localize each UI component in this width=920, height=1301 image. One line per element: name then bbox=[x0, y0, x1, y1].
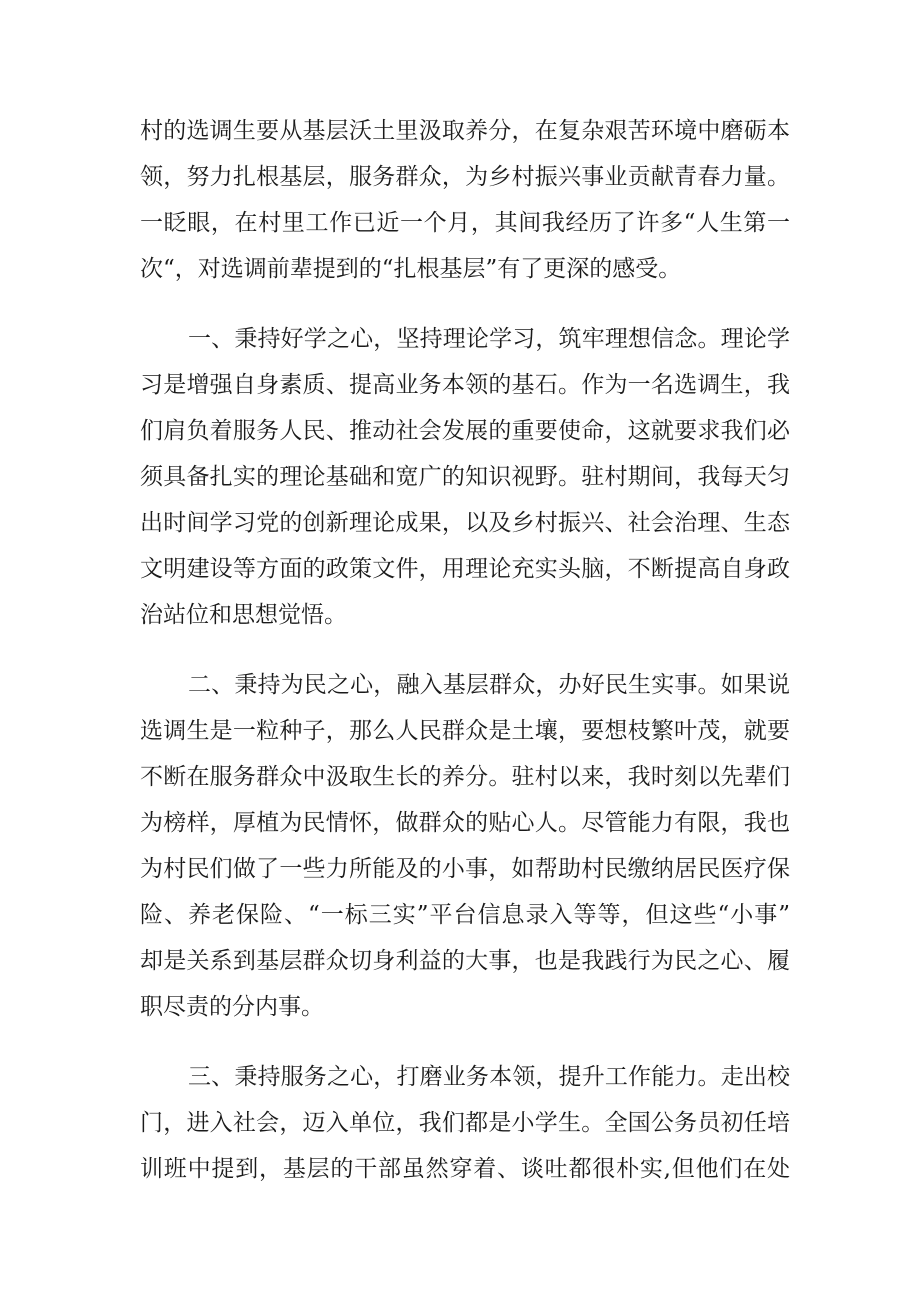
text-line: 不断在服务群众中汲取生长的养分。驻村以来，我时刻以先辈们 bbox=[140, 764, 790, 790]
paragraph-3-first-line: 三、秉持服务之心，打磨业务本领，提升工作能力。走出校 bbox=[188, 1064, 790, 1090]
paragraph-1-first-line: 一、秉持好学之心，坚持理论学习，筑牢理想信念。理论学 bbox=[188, 326, 790, 352]
text-line: 为榜样，厚植为民情怀，做群众的贴心人。尽管能力有限，我也 bbox=[140, 810, 790, 836]
paragraph-2-first-line: 二、秉持为民之心，融入基层群众，办好民生实事。如果说 bbox=[188, 672, 790, 698]
text-line: 训班中提到，基层的干部虽然穿着、谈吐都很朴实,但他们在处 bbox=[140, 1156, 790, 1182]
text-line: 须具备扎实的理论基础和宽广的知识视野。驻村期间，我每天匀 bbox=[140, 464, 790, 490]
text-line: 为村民们做了一些力所能及的小事，如帮助村民缴纳居民医疗保 bbox=[140, 856, 790, 882]
text-line: 文明建设等方面的政策文件，用理论充实头脑，不断提高自身政 bbox=[140, 556, 790, 582]
text-line: 次“，对选调前辈提到的“扎根基层”有了更深的感受。 bbox=[140, 256, 682, 282]
text-line: 选调生是一粒种子，那么人民群众是土壤，要想枝繁叶茂，就要 bbox=[140, 718, 790, 744]
text-line: 门，进入社会，迈入单位，我们都是小学生。全国公务员初任培 bbox=[140, 1110, 790, 1136]
text-line: 却是关系到基层群众切身利益的大事，也是我践行为民之心、履 bbox=[140, 948, 790, 974]
text-line: 领，努力扎根基层，服务群众，为乡村振兴事业贡献青春力量。 bbox=[140, 164, 790, 190]
text-line: 险、养老保险、“一标三实”平台信息录入等等，但这些“小事” bbox=[140, 902, 790, 928]
text-line: 村的选调生要从基层沃土里汲取养分，在复杂艰苦环境中磨砺本 bbox=[140, 118, 790, 144]
text-line: 们肩负着服务人民、推动社会发展的重要使命，这就要求我们必 bbox=[140, 418, 790, 444]
text-line: 出时间学习党的创新理论成果，以及乡村振兴、社会治理、生态 bbox=[140, 510, 790, 536]
text-line: 职尽责的分内事。 bbox=[140, 994, 324, 1020]
text-line: 治站位和思想觉悟。 bbox=[140, 602, 347, 628]
text-line: 一眨眼，在村里工作已近一个月，其间我经历了许多“人生第一 bbox=[140, 210, 790, 236]
text-line: 习是增强自身素质、提高业务本领的基石。作为一名选调生，我 bbox=[140, 372, 790, 398]
